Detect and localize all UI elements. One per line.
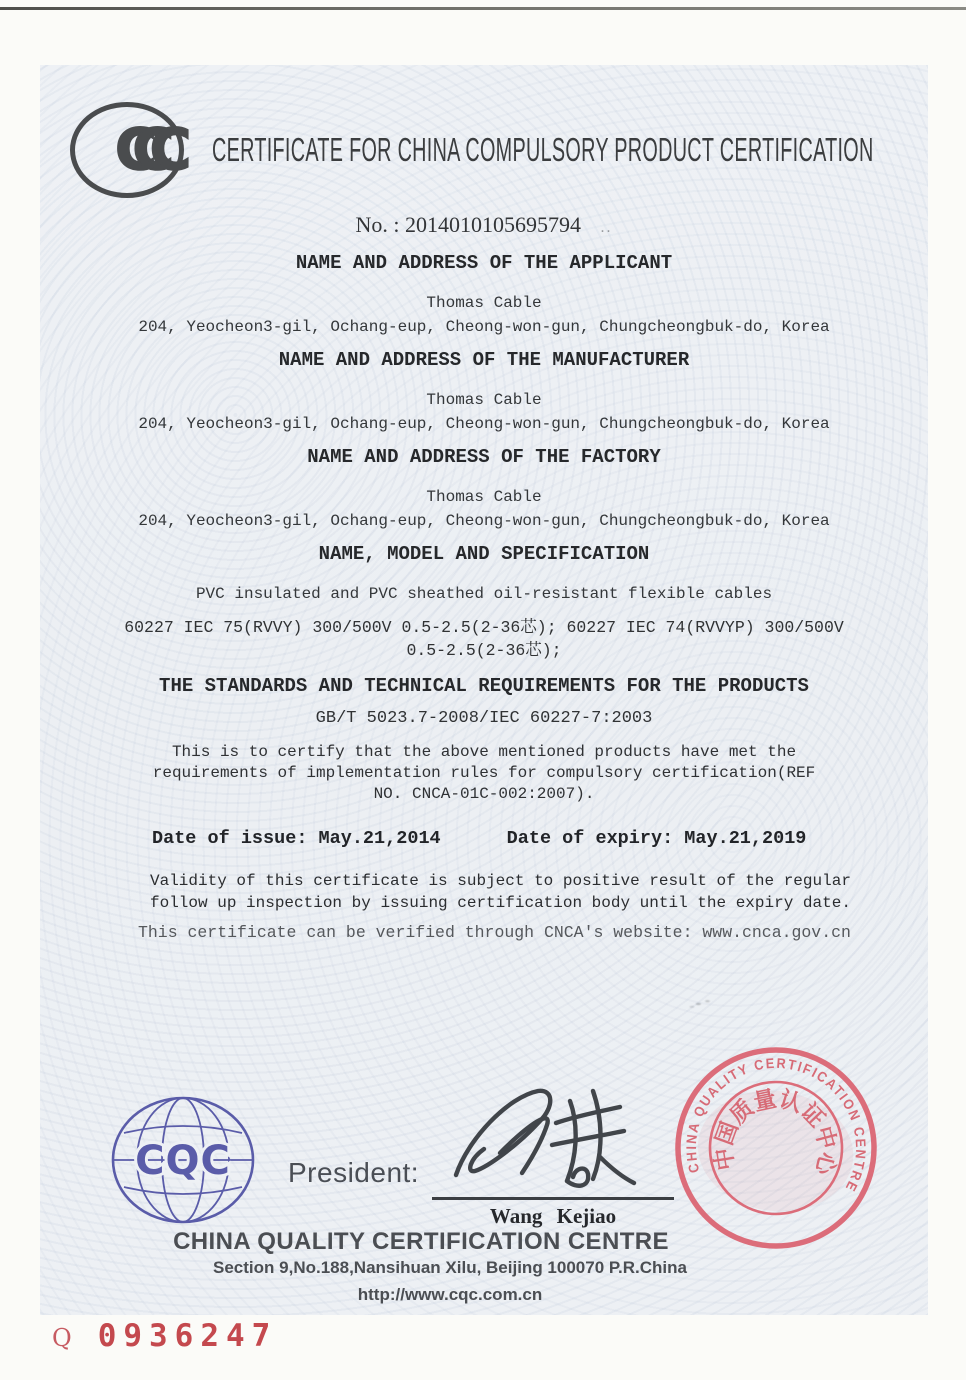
seal-inner-text: 中国质量认证中心 [710,1085,841,1179]
validity-line-1: Validity of this certificate is subject to positive result of the regular [150,872,851,890]
ccc-logo-text: CCC [115,116,167,183]
certificate-number-label: No. : [355,212,400,237]
cqc-logo-text: CQC [135,1138,231,1184]
certify-line-1: This is to certify that the above mentioned products have met the [171,743,797,761]
certify-line-3: NO. CNCA-01C-002:2007). [373,785,595,803]
date-of-issue: Date of issue: May.21,2014 [152,828,441,849]
manufacturer-heading: NAME AND ADDRESS OF THE MANUFACTURER [278,349,690,371]
verification-note: This certificate can be verified through CNCA's website: www.cnca.gov.cn [138,923,851,942]
standards-heading: THE STANDARDS AND TECHNICAL REQUIREMENTS FOR THE PRODUCTS [159,675,809,697]
product-specification [40,616,928,662]
certify-line-2: requirements of implementation rules for compulsory certification(REF [152,764,816,782]
serial-number: 0936247 [97,1318,278,1354]
president-name: Wang Kejiao [489,1204,617,1228]
date-of-expiry: Date of expiry: May.21,2019 [506,828,807,849]
organization-address: Section 9,No.188,Nansihuan Xilu, Beijing 100070 P.R.China [213,1258,687,1277]
product-spec-line-2: 0.5-2.5(2-36芯); [406,641,562,660]
manufacturer-address: 204, Yeocheon3-gil, Ochang-eup, Cheong-won-gun, Chungcheongbuk-do, Korea [138,415,830,433]
certificate-sheet [40,65,928,1315]
certificate-title: CERTIFICATE FOR CHINA COMPULSORY PRODUCT CERTIFICATION [212,131,874,168]
applicant-name: Thomas Cable [426,294,542,312]
scan-top-edge [0,7,966,10]
manufacturer-name: Thomas Cable [426,391,542,409]
cqc-red-seal [646,1018,906,1278]
applicant-heading: NAME AND ADDRESS OF THE APPLICANT [295,252,673,274]
seal-outer-text: CHINA QUALITY CERTIFICATION CENTRE [682,1054,870,1197]
factory-name: Thomas Cable [426,488,542,506]
dates-row [40,828,928,849]
serial-number-row [52,1318,277,1354]
president-signature [448,1081,666,1203]
validity-paragraph [40,870,928,914]
organization-url: http://www.cqc.com.cn [357,1285,543,1304]
scan-artifact-dots: .. [600,219,613,236]
serial-prefix: Q [52,1324,72,1352]
certificate-number-line [40,212,928,238]
certificate-number-value: 2014010105695794 [405,212,581,237]
signature-line [432,1197,674,1200]
scan-smudge [688,997,714,1011]
factory-heading: NAME AND ADDRESS OF THE FACTORY [307,446,661,468]
certificate-header [70,101,928,199]
certify-paragraph [40,742,928,805]
standards-value: GB/T 5023.7-2008/IEC 60227-7:2003 [315,709,653,728]
product-spec-line-1: 60227 IEC 75(RVVY) 300/500V 0.5-2.5(2-36芯); 60227 IEC 74(RVVYP) 300/500V [124,618,844,637]
product-heading: NAME, MODEL AND SPECIFICATION [318,543,650,565]
president-label: President: [288,1157,420,1188]
factory-address: 204, Yeocheon3-gil, Ochang-eup, Cheong-won-gun, Chungcheongbuk-do, Korea [138,512,830,530]
applicant-address: 204, Yeocheon3-gil, Ochang-eup, Cheong-won-gun, Chungcheongbuk-do, Korea [138,318,830,336]
ccc-mark-icon [70,102,184,198]
product-name: PVC insulated and PVC sheathed oil-resistant flexible cables [195,585,773,603]
organization-name: CHINA QUALITY CERTIFICATION CENTRE [173,1228,669,1255]
cqc-logo-icon [108,1093,258,1228]
validity-line-2: follow up inspection by issuing certification body until the expiry date. [150,894,851,912]
